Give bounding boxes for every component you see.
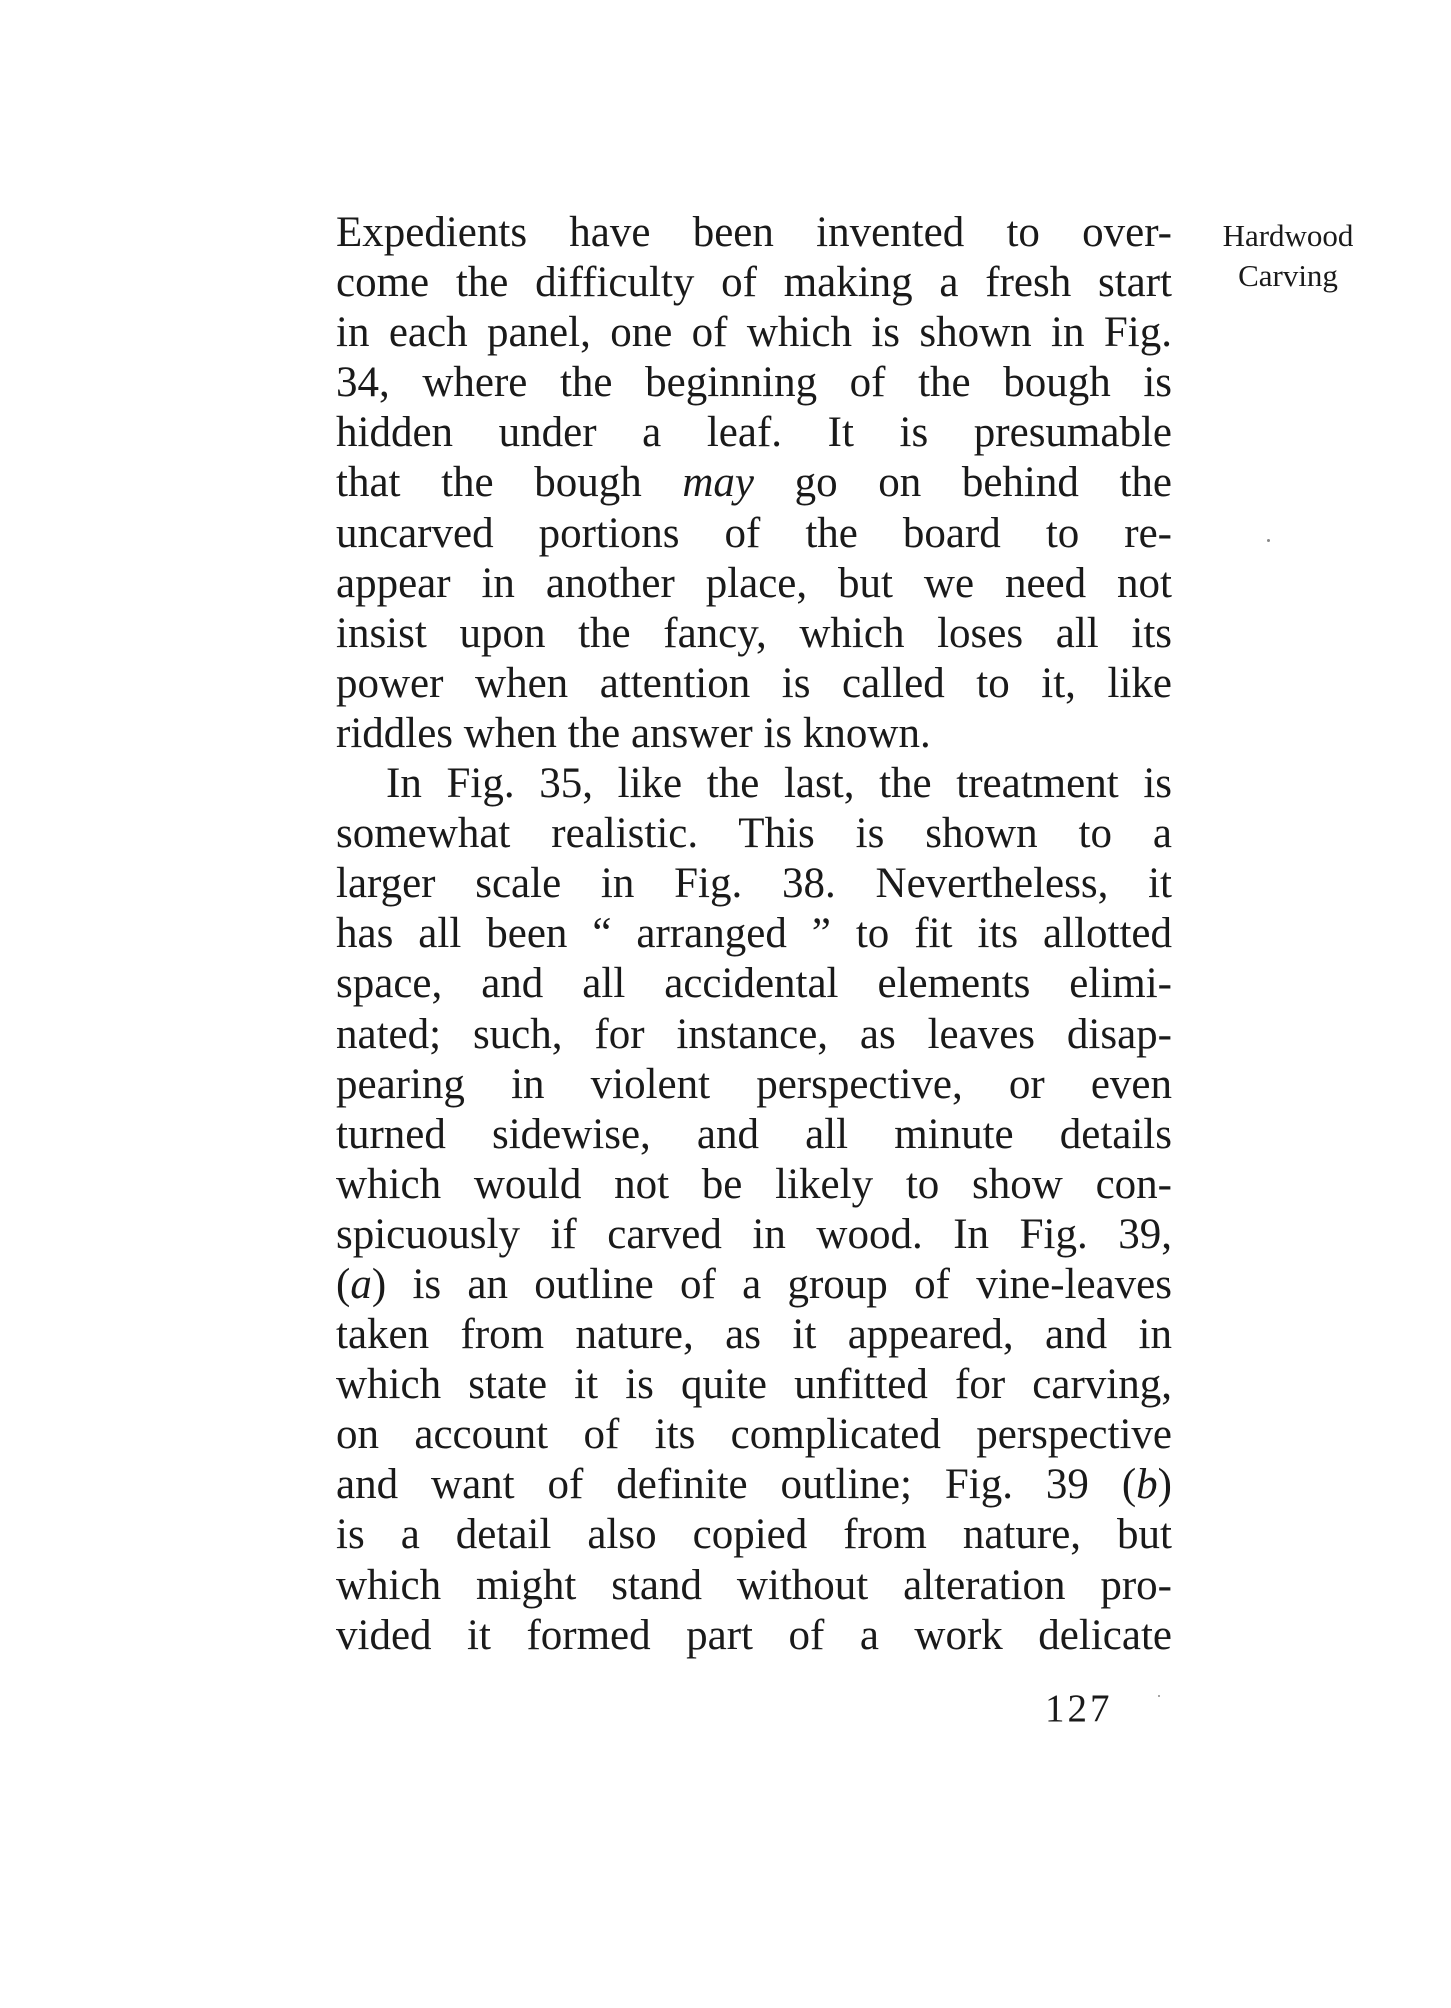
text-run: pearing in violent perspective, or even (336, 1060, 1172, 1108)
text-line (336, 408, 1172, 458)
text-run: which state it is quite unfitted for carving, (336, 1361, 1172, 1409)
text-run: ( (336, 1260, 351, 1308)
italic-text: b (1136, 1461, 1158, 1509)
text-run: uncarved portions of the board to re- (336, 509, 1172, 557)
margin-note-line-2: Carving (1238, 258, 1338, 293)
text-run: nated; such, for instance, as leaves disap- (336, 1010, 1172, 1058)
text-run: riddles when the answer is known. (336, 709, 931, 757)
text-run: has all been “ arranged ” to fit its allotted (336, 910, 1172, 958)
text-line (336, 509, 1172, 559)
text-line (336, 258, 1172, 308)
text-run: larger scale in Fig. 38. Nevertheless, it (336, 860, 1172, 908)
margin-note (1193, 216, 1383, 296)
text-run: that the bough (336, 459, 683, 507)
text-run: go on behind the (753, 459, 1172, 507)
page-number: 127 (1045, 1687, 1113, 1730)
text-line (336, 1110, 1172, 1160)
text-line (336, 709, 1172, 759)
text-line (336, 358, 1172, 408)
text-line (336, 559, 1172, 609)
text-line (336, 609, 1172, 659)
text-run: ) (1157, 1461, 1172, 1509)
text-run: 34, where the beginning of the bough is (336, 359, 1172, 407)
text-run: hidden under a leaf. It is presumable (336, 409, 1172, 457)
text-run: In Fig. 35, like the last, the treatment is (386, 760, 1172, 808)
margin-note-line-1: Hardwood (1222, 218, 1354, 253)
text-run: which would not be likely to show con- (336, 1160, 1172, 1208)
text-line (336, 909, 1172, 959)
text-run: insist upon the fancy, which loses all its (336, 609, 1172, 657)
text-line (336, 458, 1172, 508)
text-run: ) is an outline of a group of vine-leaves (371, 1260, 1172, 1308)
italic-text: a (350, 1260, 372, 1308)
print-speck (1158, 1695, 1160, 1697)
text-run: in each panel, one of which is shown in Fig. (336, 309, 1172, 357)
text-line (336, 308, 1172, 358)
text-line (336, 759, 1172, 809)
text-line (336, 1260, 1172, 1310)
text-line (336, 859, 1172, 909)
text-run: taken from nature, as it appeared, and in (336, 1311, 1172, 1359)
text-line (336, 1060, 1172, 1110)
print-speck (1267, 539, 1270, 542)
text-line (336, 1010, 1172, 1060)
text-line (336, 1160, 1172, 1210)
text-run: which might stand without alteration pro- (336, 1561, 1172, 1609)
text-run: power when attention is called to it, like (336, 659, 1172, 707)
text-run: come the difficulty of making a fresh start (336, 259, 1172, 307)
text-line (336, 1561, 1172, 1611)
text-run: turned sidewise, and all minute details (336, 1110, 1172, 1158)
text-line (336, 1410, 1172, 1460)
text-run: vided it formed part of a work delicate (336, 1611, 1172, 1659)
text-line (336, 1310, 1172, 1360)
text-line (336, 959, 1172, 1009)
text-line (336, 809, 1172, 859)
text-run: Expedients have been invented to over- (336, 209, 1172, 256)
text-run: space, and all accidental elements elimi- (336, 960, 1172, 1008)
text-run: on account of its complicated perspective (336, 1411, 1172, 1459)
text-line (336, 1510, 1172, 1560)
text-run: somewhat realistic. This is shown to a (336, 810, 1172, 858)
text-line (336, 1460, 1172, 1510)
text-line (336, 1360, 1172, 1410)
text-run: is a detail also copied from nature, but (336, 1511, 1172, 1559)
text-line (336, 1611, 1172, 1661)
text-line (336, 208, 1172, 258)
text-run: spicuously if carved in wood. In Fig. 39, (336, 1210, 1172, 1258)
italic-text: may (682, 459, 754, 507)
text-line (336, 1210, 1172, 1260)
text-run: appear in another place, but we need not (336, 559, 1172, 607)
text-run: and want of definite outline; Fig. 39 ( (336, 1461, 1137, 1509)
body-text (336, 208, 1172, 1661)
text-line (336, 659, 1172, 709)
